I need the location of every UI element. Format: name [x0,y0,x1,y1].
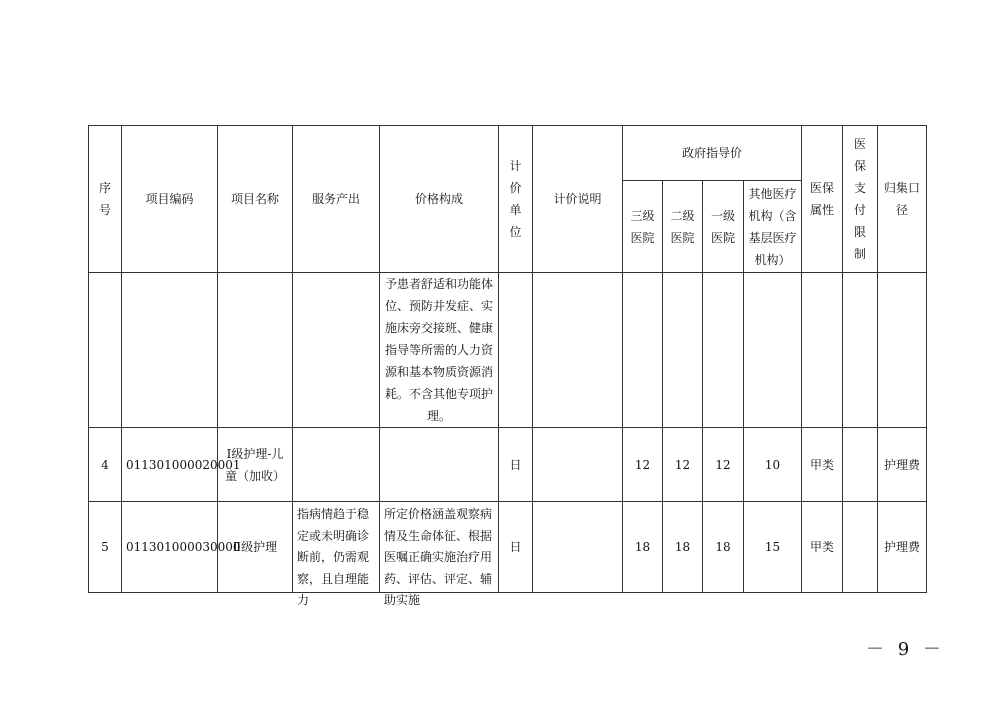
cell-name [218,273,293,428]
header-name: 项目名称 [218,126,293,273]
header-unit: 计价单位 [499,126,533,273]
cell-composition: 所定价格涵盖观察病情及生命体征、根据医嘱正确实施治疗用药、评估、评定、辅助实施 [380,502,499,593]
cell-price-level3 [623,273,663,428]
cell-insurance-attr [802,273,843,428]
cell-price-other [744,273,802,428]
cell-price-other: 15 [744,502,802,593]
header-seq: 序号 [89,126,122,273]
header-level1: 一级医院 [703,181,744,273]
header-insurance-attr: 医保属性 [802,126,843,273]
header-insurance-limit: 医保支付限制 [843,126,878,273]
header-row-1 [89,126,927,181]
header-code: 项目编码 [122,126,218,273]
header-level2: 二级医院 [663,181,703,273]
page-number: － 9 － [866,639,945,660]
cell-note [533,502,623,593]
cell-code: 011301000030000 [122,502,218,593]
cell-price-other: 10 [744,428,802,502]
cell-name: Ⅱ级护理 [218,502,293,593]
cell-price-level1 [703,273,744,428]
header-gov-price: 政府指导价 [623,126,802,181]
cell-insurance-limit [843,273,878,428]
cell-output: 指病情趋于稳定或未明确诊断前，仍需观察，且自理能力 [293,502,380,593]
cell-output [293,273,380,428]
cell-note [533,273,623,428]
cell-composition [380,428,499,502]
cell-price-level1: 12 [703,428,744,502]
cell-name: Ⅰ级护理-儿童（加收） [218,428,293,502]
cell-category: 护理费 [878,428,927,502]
cell-price-level3: 12 [623,428,663,502]
cell-category: 护理费 [878,502,927,593]
cell-price-level2: 12 [663,428,703,502]
cell-output [293,428,380,502]
table-row [89,502,927,593]
cell-insurance-limit [843,502,878,593]
header-category: 归集口径 [878,126,927,273]
header-note: 计价说明 [533,126,623,273]
cell-code [122,273,218,428]
cell-price-level1: 18 [703,502,744,593]
cell-seq: 5 [89,502,122,593]
cell-price-level3: 18 [623,502,663,593]
cell-seq [89,273,122,428]
table-row [89,428,927,502]
cell-note [533,428,623,502]
header-level3: 三级医院 [623,181,663,273]
cell-insurance-limit [843,428,878,502]
header-output: 服务产出 [293,126,380,273]
cell-unit: 日 [499,428,533,502]
cell-unit: 日 [499,502,533,593]
table-row [89,273,927,428]
cell-seq: 4 [89,428,122,502]
header-other: 其他医疗机构（含基层医疗机构） [744,181,802,273]
cell-unit [499,273,533,428]
cell-price-level2: 18 [663,502,703,593]
cell-code: 011301000020001 [122,428,218,502]
cell-insurance-attr: 甲类 [802,428,843,502]
header-composition: 价格构成 [380,126,499,273]
cell-insurance-attr: 甲类 [802,502,843,593]
cell-price-level2 [663,273,703,428]
price-table [88,125,927,607]
cell-category [878,273,927,428]
cell-composition: 予患者舒适和功能体位、预防并发症、实施床旁交接班、健康指导等所需的人力资源和基本物质资源消耗。不含其他专项护理。 [380,273,499,428]
